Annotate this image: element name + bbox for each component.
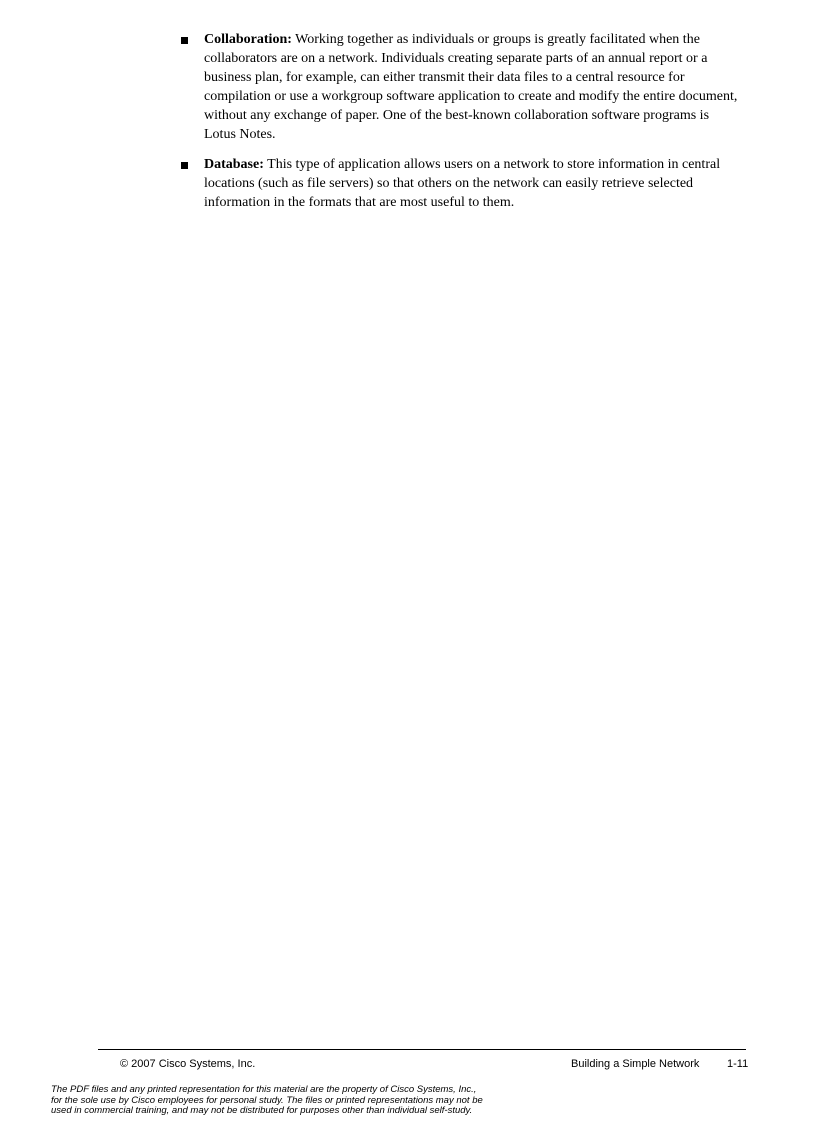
footer-copyright: © 2007 Cisco Systems, Inc.	[120, 1058, 256, 1070]
footer-disclaimer	[51, 1085, 571, 1117]
bullet-body: Working together as individuals or groups is greatly facilitated when the collaborators are on a network. Individuals creating separate parts of an annual report or a business plan, for example, can either transmit their data files to a central resource for compilation or use a workgroup software application to create and modify the entire document, without any exchange of paper. One of the best-known collaboration software programs is Lotus Notes.	[204, 32, 738, 142]
bullet-term: Database:	[204, 157, 264, 172]
bullet-text	[204, 155, 741, 212]
bullet-list	[181, 30, 741, 223]
square-bullet-icon	[181, 37, 188, 44]
footer-divider	[98, 1049, 746, 1050]
square-bullet-icon	[181, 162, 188, 169]
disclaimer-line: The PDF files and any printed representation for this material are the property of Cisco Systems, Inc.,	[51, 1084, 477, 1095]
bullet-body: This type of application allows users on a network to store information in central locations (such as file servers) so that others on the network can easily retrieve selected information in the formats that are most useful to them.	[204, 157, 721, 210]
disclaimer-line: for the sole use by Cisco employees for personal study. The files or printed representations may not be	[51, 1094, 483, 1106]
footer-page-number: 1-11	[727, 1058, 749, 1070]
bullet-item-collaboration	[181, 30, 741, 144]
footer-course-title: Building a Simple Network	[571, 1058, 700, 1070]
bullet-item-database	[181, 155, 741, 212]
bullet-term: Collaboration:	[204, 32, 292, 47]
disclaimer-line: used in commercial training, and may not be distributed for purposes other than individual self-study.	[51, 1105, 473, 1116]
bullet-text	[204, 30, 741, 144]
